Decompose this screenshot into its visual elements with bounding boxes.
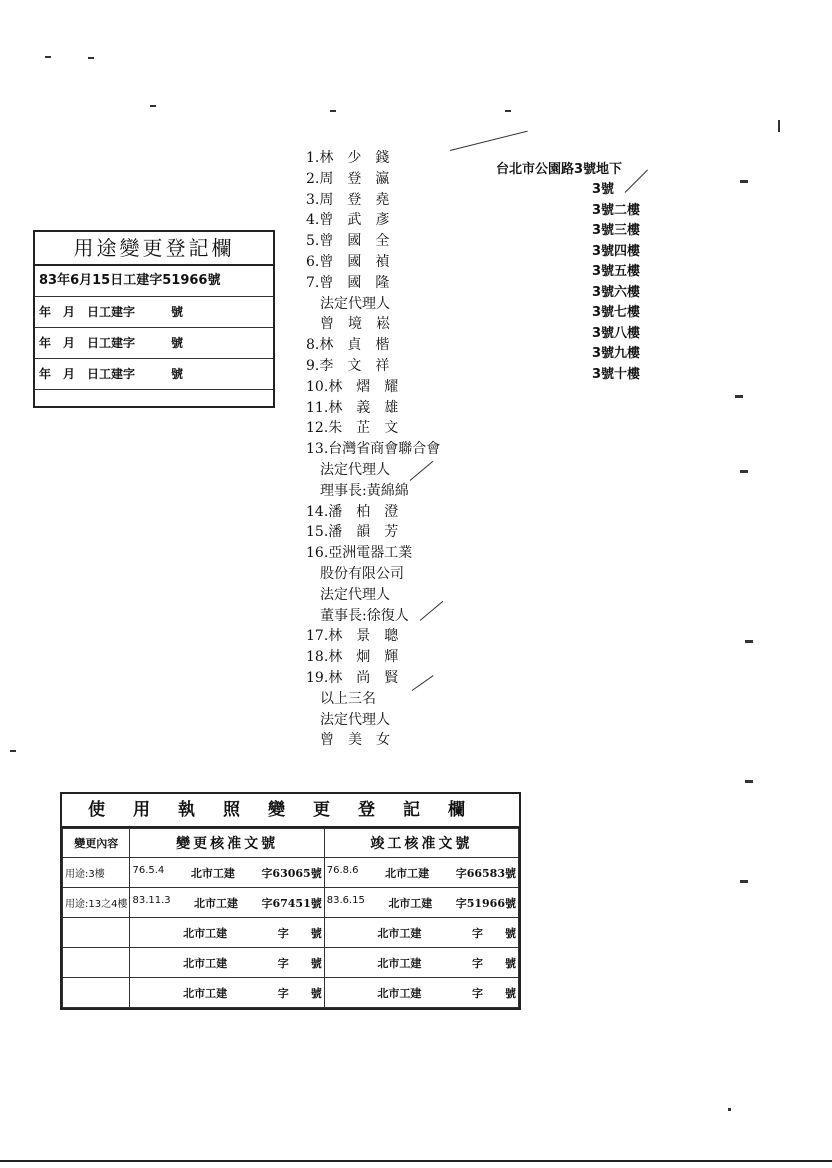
page-bottom-border — [0, 1160, 832, 1162]
usage-change-row: 年 月 日工建字 號 — [35, 359, 273, 390]
approval-prefix: 北市工建 — [183, 986, 228, 1000]
owner-list — [306, 148, 486, 751]
approval-number: 字63065號 — [261, 866, 322, 880]
completion-number: 字51966號 — [455, 896, 516, 910]
address-floor: 3號八樓 — [592, 325, 641, 341]
approval-date: 83.11.3 — [132, 894, 171, 906]
approval-date: 76.5.4 — [132, 864, 165, 876]
owner-line: 11.林 義 雄 — [306, 399, 399, 416]
scan-noise — [10, 750, 16, 752]
address-floor: 3號四樓 — [592, 243, 641, 259]
approval-prefix: 北市工建 — [190, 866, 235, 880]
usage-change-row: 83年6月15日工建字51966號 — [35, 266, 273, 297]
owner-line: 19.林 尚 賢 — [306, 669, 399, 686]
owner-line: 法定代理人 — [306, 295, 390, 312]
owner-line: 7.曾 國 隆 — [306, 274, 390, 291]
license-table — [62, 828, 519, 1008]
owner-line: 5.曾 國 全 — [306, 233, 390, 250]
completion-cell — [324, 888, 518, 918]
owner-line: 法定代理人 — [306, 586, 390, 603]
scan-noise — [505, 110, 511, 112]
owner-line: 9.李 文 祥 — [306, 357, 390, 374]
scan-noise — [745, 640, 753, 643]
table-row — [63, 888, 519, 918]
scan-noise — [728, 1108, 731, 1111]
address-floor: 3號五樓 — [592, 264, 641, 279]
header-approval: 變更核准文號 — [130, 829, 324, 858]
usage-change-row: 年 月 日工建字 號 — [35, 297, 273, 328]
owner-line: 2.周 登 瀛 — [306, 170, 390, 187]
owner-line: 15.潘 韻 芳 — [306, 524, 399, 541]
owner-line: 曾 美 女 — [306, 732, 390, 749]
approval-number: 字 號 — [277, 986, 322, 1000]
approval-number: 字67451號 — [261, 896, 322, 910]
owner-line: 4.曾 武 彥 — [306, 212, 390, 229]
completion-cell — [324, 948, 518, 978]
owner-line: 理事長:黃綿綿 — [306, 482, 409, 499]
scan-noise — [778, 120, 780, 132]
owner-line: 8.林 貞 楷 — [306, 337, 390, 354]
scan-noise — [745, 780, 753, 783]
completion-cell — [324, 918, 518, 948]
table-row — [63, 858, 519, 888]
approval-prefix: 北市工建 — [194, 896, 239, 910]
owner-line: 法定代理人 — [306, 711, 390, 728]
license-change-register — [60, 792, 521, 1010]
approval-cell — [130, 948, 324, 978]
change-content-cell: 用途:13之4樓 — [63, 888, 130, 918]
approval-number: 字 號 — [277, 926, 322, 940]
change-content-cell — [63, 948, 130, 978]
owner-line: 法定代理人 — [306, 461, 390, 478]
owner-line: 1.林 少 錢 — [306, 150, 390, 166]
scan-noise — [740, 470, 748, 473]
usage-change-row: 年 月 日工建字 號 — [35, 328, 273, 359]
owner-line: 曾 境 崧 — [306, 316, 390, 333]
owner-line: 股份有限公司 — [306, 565, 404, 582]
header-content: 變更內容 — [63, 829, 130, 858]
approval-cell — [130, 888, 324, 918]
owner-line: 6.曾 國 禎 — [306, 253, 390, 270]
completion-number: 字66583號 — [455, 866, 516, 880]
address-floor: 3號三樓 — [592, 223, 641, 238]
address-floor: 3號九樓 — [592, 346, 641, 361]
owner-line: 13.台灣省商會聯合會 — [306, 441, 441, 458]
license-table-title: 使用執照變更登記欄 — [62, 794, 519, 828]
completion-prefix: 北市工建 — [377, 986, 422, 1000]
scan-noise — [330, 110, 336, 112]
address-floor-list — [592, 180, 640, 385]
approval-cell — [130, 918, 324, 948]
address-floor: 3號二樓 — [592, 202, 641, 218]
completion-prefix: 北市工建 — [388, 896, 433, 910]
table-row — [63, 918, 519, 948]
completion-cell — [324, 858, 518, 888]
completion-prefix: 北市工建 — [377, 926, 422, 940]
approval-prefix: 北市工建 — [183, 956, 228, 970]
table-row — [63, 948, 519, 978]
approval-cell — [130, 978, 324, 1008]
completion-date: 76.8.6 — [326, 864, 359, 876]
scan-noise — [740, 880, 748, 883]
owner-line: 3.周 登 堯 — [306, 191, 390, 208]
scan-noise — [88, 57, 94, 59]
completion-cell — [324, 978, 518, 1008]
usage-change-register — [33, 230, 275, 408]
approval-cell — [130, 858, 324, 888]
owner-line: 18.林 炯 輝 — [306, 649, 399, 666]
usage-change-title: 用途變更登記欄 — [35, 232, 273, 266]
scan-noise — [150, 105, 156, 107]
address-floor: 3號七樓 — [592, 305, 641, 320]
completion-number: 字 號 — [471, 926, 516, 940]
owner-line: 16.亞洲電器工業 — [306, 545, 413, 562]
address-floor: 3號六樓 — [592, 284, 641, 300]
completion-number: 字 號 — [471, 956, 516, 970]
address-floor: 3號十樓 — [592, 366, 641, 382]
approval-number: 字 號 — [277, 956, 322, 970]
address-floor: 3號 — [592, 182, 615, 197]
completion-number: 字 號 — [471, 986, 516, 1000]
owner-line: 董事長:徐復人 — [306, 607, 409, 624]
completion-prefix: 北市工建 — [377, 956, 422, 970]
owner-line: 10.林 熠 耀 — [306, 378, 399, 395]
change-content-cell — [63, 978, 130, 1008]
change-content-cell — [63, 918, 130, 948]
owner-line: 12.朱 芷 文 — [306, 420, 399, 437]
table-row — [63, 978, 519, 1008]
scan-noise — [740, 180, 748, 183]
owner-line: 14.潘 柏 澄 — [306, 503, 399, 520]
address-main: 台北市公園路3號地下 — [496, 162, 623, 177]
completion-prefix: 北市工建 — [385, 866, 430, 880]
owner-line: 17.林 景 聰 — [306, 628, 399, 645]
owner-line: 以上三名 — [306, 690, 376, 707]
approval-prefix: 北市工建 — [183, 926, 228, 940]
header-completion: 竣工核准文號 — [324, 829, 518, 858]
completion-date: 83.6.15 — [326, 894, 365, 906]
scan-noise — [735, 395, 743, 398]
usage-change-row-empty — [35, 390, 273, 420]
change-content-cell: 用途:3樓 — [63, 858, 130, 888]
scan-noise — [450, 131, 528, 151]
scan-noise — [45, 56, 51, 58]
